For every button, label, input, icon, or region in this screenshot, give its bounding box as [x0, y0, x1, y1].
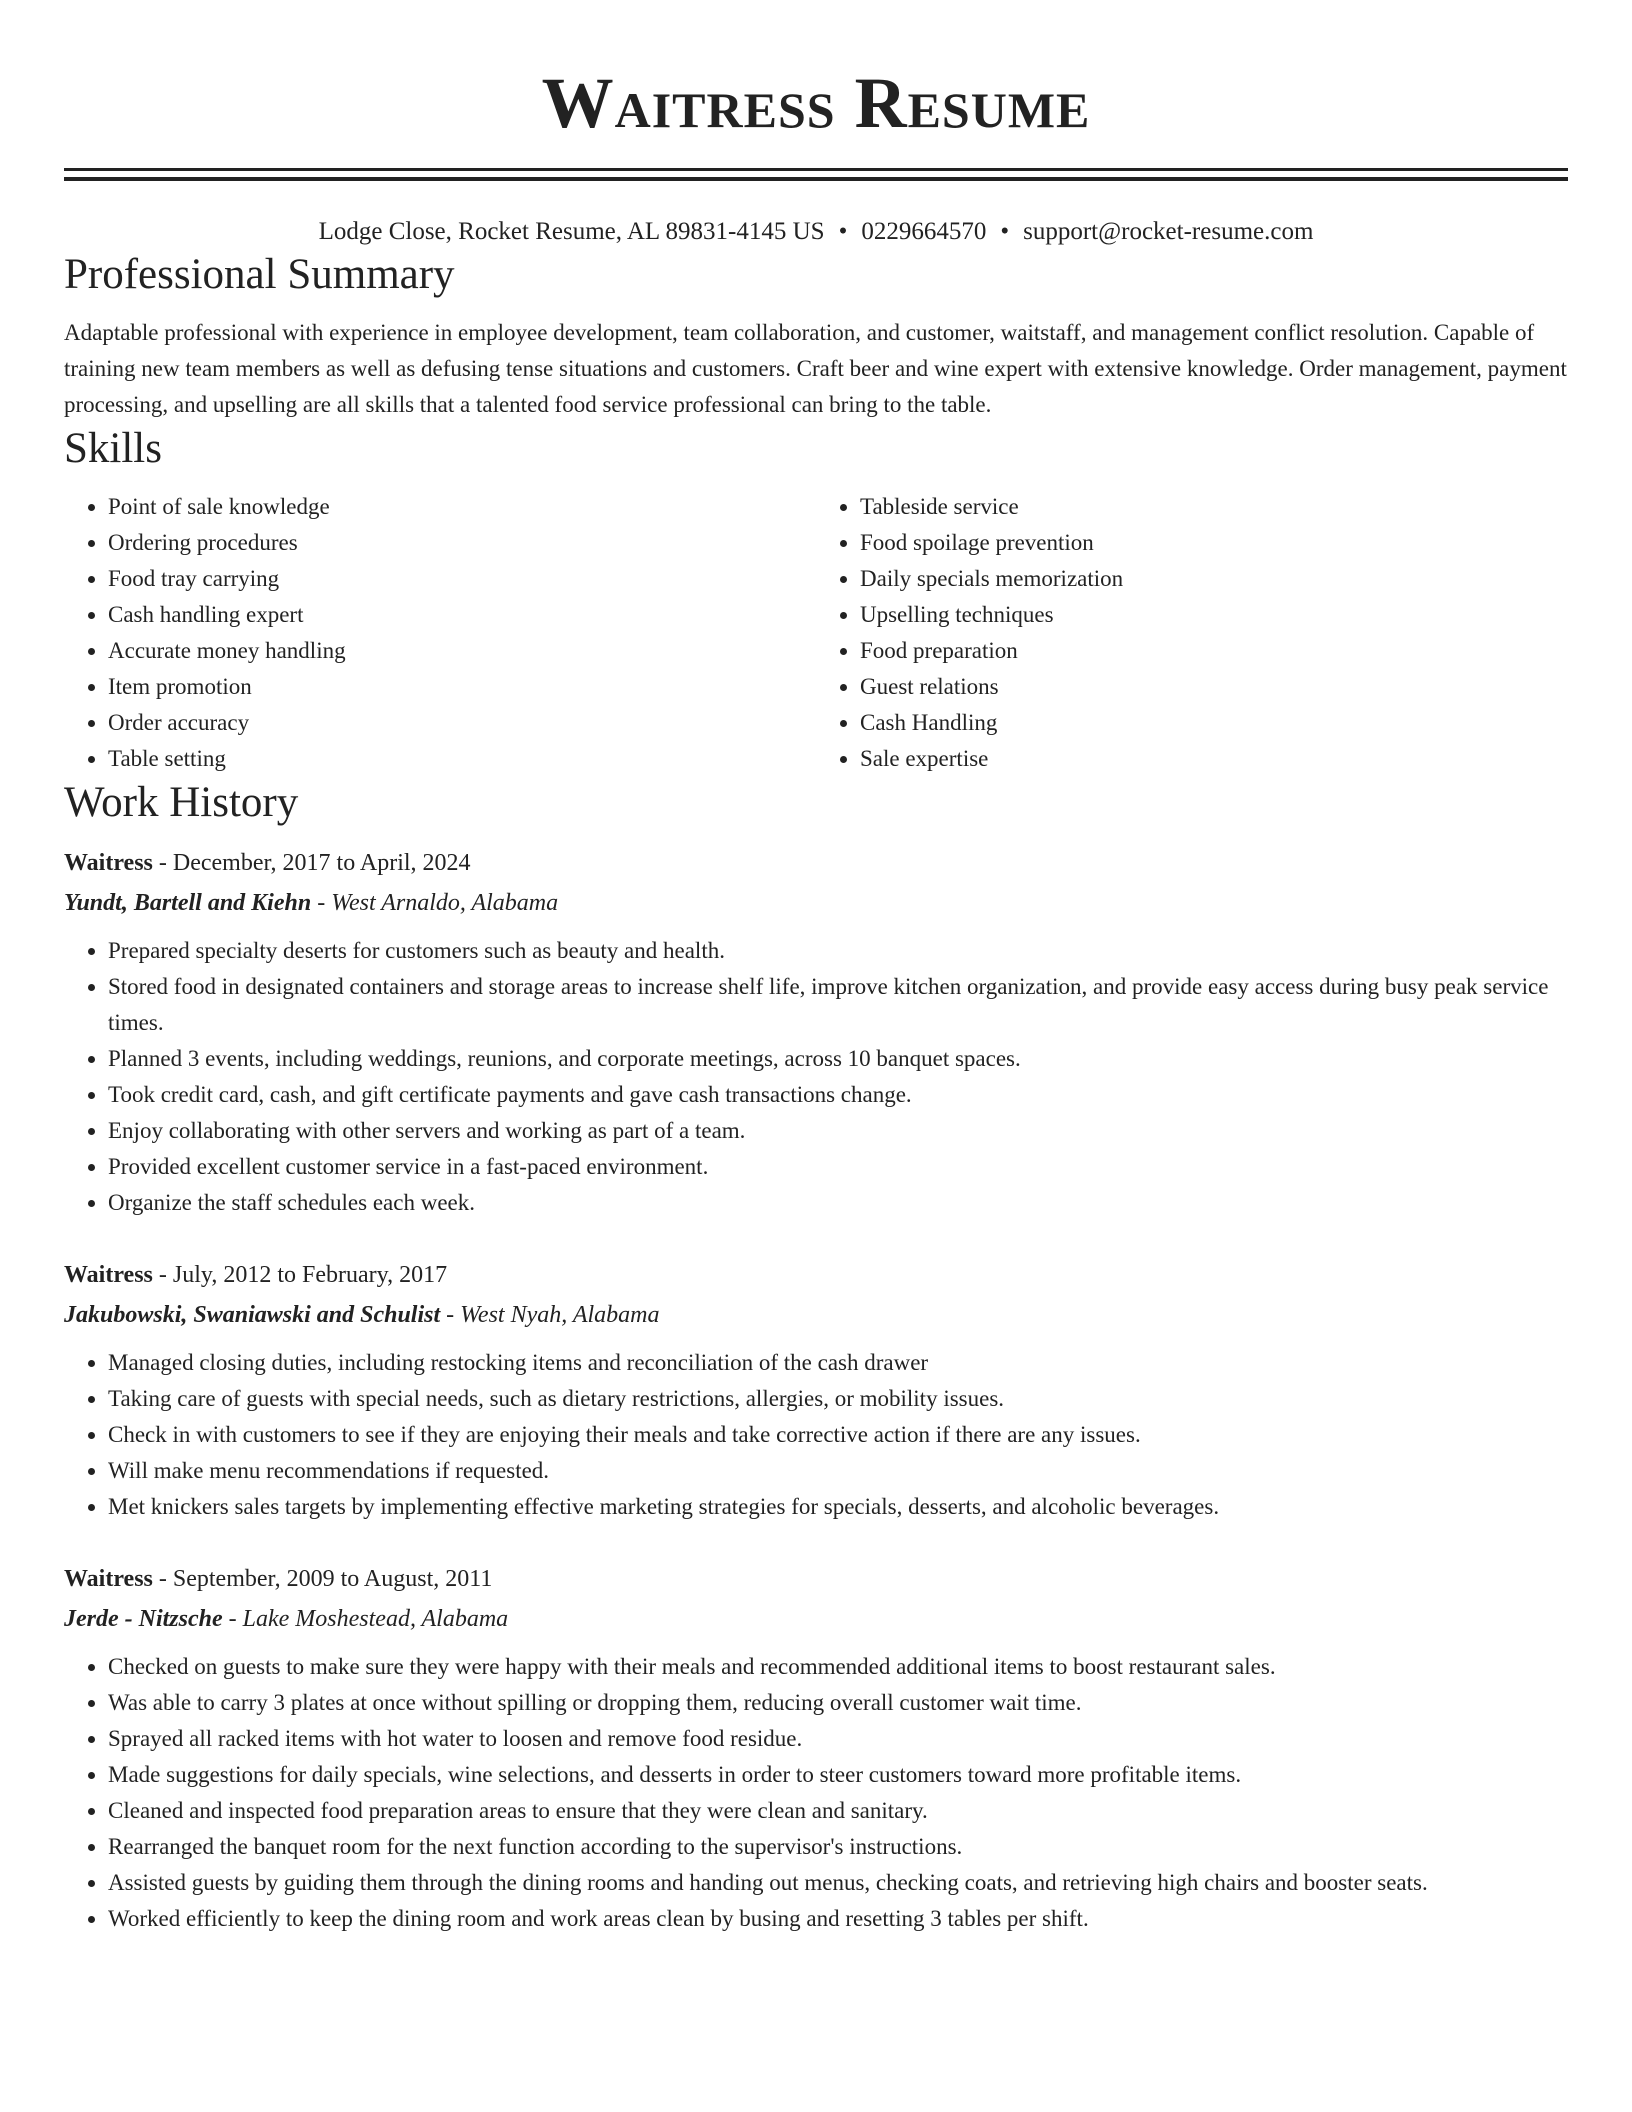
job-title-line — [64, 843, 1568, 883]
dash-separator: - — [152, 1262, 173, 1288]
job-company-line — [64, 883, 1568, 923]
job-bullet: • Provided excellent customer service in a fast-paced environment. — [108, 1149, 1568, 1185]
job-bullet: • Enjoy collaborating with other servers and working as part of a team. — [108, 1113, 1568, 1149]
skill-item: • Food preparation — [860, 633, 1568, 669]
skill-item: • Tableside service — [860, 489, 1568, 525]
job-entry — [64, 843, 1568, 1221]
skill-item: • Ordering procedures — [108, 525, 816, 561]
job-company-line — [64, 1295, 1568, 1335]
job-bullet: • Sprayed all racked items with hot water to loosen and remove food residue. — [108, 1721, 1568, 1757]
skills-column-right — [816, 489, 1568, 777]
contact-separator: • — [838, 218, 848, 245]
title-rule-top — [64, 168, 1568, 171]
job-bullet: • Cleaned and inspected food preparation areas to ensure that they were clean and sanitary. — [108, 1793, 1568, 1829]
skill-item: • Table setting — [108, 741, 816, 777]
contact-separator: • — [1000, 218, 1010, 245]
dash-separator: - — [222, 1606, 243, 1632]
job-bullets — [64, 1345, 1568, 1525]
job-bullet: • Made suggestions for daily specials, wine selections, and desserts in order to steer customers toward more profitable items. — [108, 1757, 1568, 1793]
work-history-heading: Work History — [64, 779, 299, 826]
job-bullet: • Check in with customers to see if they are enjoying their meals and take corrective action if there are any issues. — [108, 1417, 1568, 1453]
job-entry — [64, 1255, 1568, 1525]
job-title: Waitress — [64, 850, 153, 876]
skills-grid — [64, 489, 1568, 777]
job-bullet: • Checked on guests to make sure they were happy with their meals and recommended additional items to boost restaurant sales. — [108, 1649, 1568, 1685]
dash-separator: - — [311, 890, 332, 916]
skill-item: • Item promotion — [108, 669, 816, 705]
job-title-line — [64, 1255, 1568, 1295]
summary-text: Adaptable professional with experience in employee development, team collaboration, and customer, waitstaff, and management conflict resolution. Capable of training new team members as well as defusing tense situations and customers. Craft beer and wine expert with extensive knowledge. Order management, payment processing, and upselling are all skills that a talented food service professional can bring to the table. — [64, 320, 1567, 417]
job-bullet: • Took credit card, cash, and gift certificate payments and gave cash transactions change. — [108, 1077, 1568, 1113]
job-company: Yundt, Bartell and Kiehn — [64, 890, 312, 916]
skills-heading: Skills — [64, 425, 162, 472]
dash-separator: - — [152, 1566, 173, 1592]
job-bullet: • Taking care of guests with special needs, such as dietary restrictions, allergies, or mobility issues. — [108, 1381, 1568, 1417]
job-company-line — [64, 1599, 1568, 1639]
job-bullet: • Organize the staff schedules each week. — [108, 1185, 1568, 1221]
job-location: Lake Moshestead, Alabama — [242, 1606, 509, 1632]
job-dates: September, 2009 to August, 2011 — [172, 1566, 493, 1592]
contact-phone: 0229664570 — [861, 218, 987, 245]
contact-email[interactable]: support@rocket-resume.com — [1023, 218, 1314, 245]
job-company: Jerde - Nitzsche — [64, 1606, 223, 1632]
job-bullet: • Prepared specialty deserts for customers such as beauty and health. — [108, 933, 1568, 969]
skill-item: • Cash handling expert — [108, 597, 816, 633]
skill-item: • Food tray carrying — [108, 561, 816, 597]
title-rule-bottom — [64, 177, 1568, 181]
job-title: Waitress — [64, 1566, 153, 1592]
job-title-line — [64, 1559, 1568, 1599]
contact-line — [64, 215, 1568, 249]
dash-separator: - — [440, 1302, 461, 1328]
skill-item: • Accurate money handling — [108, 633, 816, 669]
job-dates: December, 2017 to April, 2024 — [172, 850, 471, 876]
skill-item: • Food spoilage prevention — [860, 525, 1568, 561]
resume-title: Waitress Resume — [541, 63, 1091, 143]
job-title: Waitress — [64, 1262, 153, 1288]
job-bullets — [64, 933, 1568, 1221]
skill-item: • Guest relations — [860, 669, 1568, 705]
job-bullet: • Was able to carry 3 plates at once without spilling or dropping them, reducing overall customer wait time. — [108, 1685, 1568, 1721]
job-location: West Nyah, Alabama — [460, 1302, 660, 1328]
job-dates: July, 2012 to February, 2017 — [172, 1262, 448, 1288]
skill-item: • Point of sale knowledge — [108, 489, 816, 525]
summary-heading: Professional Summary — [64, 251, 455, 298]
skill-item: • Daily specials memorization — [860, 561, 1568, 597]
job-bullet: • Assisted guests by guiding them through the dining rooms and handing out menus, checking coats, and retrieving high chairs and booster seats. — [108, 1865, 1568, 1901]
job-bullet: • Met knickers sales targets by implementing effective marketing strategies for specials, desserts, and alcoholic beverages. — [108, 1489, 1568, 1525]
contact-address: Lodge Close, Rocket Resume, AL 89831-4145 US — [318, 218, 825, 245]
job-location: West Arnaldo, Alabama — [331, 890, 559, 916]
job-bullet: • Stored food in designated containers and storage areas to increase shelf life, improve kitchen organization, and provide easy access during busy peak service times. — [108, 969, 1568, 1041]
job-bullet: • Planned 3 events, including weddings, reunions, and corporate meetings, across 10 banquet spaces. — [108, 1041, 1568, 1077]
skills-column-left — [64, 489, 816, 777]
skill-item: • Sale expertise — [860, 741, 1568, 777]
skill-item: • Order accuracy — [108, 705, 816, 741]
job-bullet: • Managed closing duties, including restocking items and reconciliation of the cash drawer — [108, 1345, 1568, 1381]
job-bullet: • Worked efficiently to keep the dining room and work areas clean by busing and resetting 3 tables per shift. — [108, 1901, 1568, 1937]
job-bullet: • Will make menu recommendations if requested. — [108, 1453, 1568, 1489]
job-entry — [64, 1559, 1568, 1937]
job-company: Jakubowski, Swaniawski and Schulist — [64, 1302, 441, 1328]
job-bullet: • Rearranged the banquet room for the next function according to the supervisor's instructions. — [108, 1829, 1568, 1865]
dash-separator: - — [152, 850, 173, 876]
skill-item: • Cash Handling — [860, 705, 1568, 741]
job-bullets — [64, 1649, 1568, 1937]
skill-item: • Upselling techniques — [860, 597, 1568, 633]
